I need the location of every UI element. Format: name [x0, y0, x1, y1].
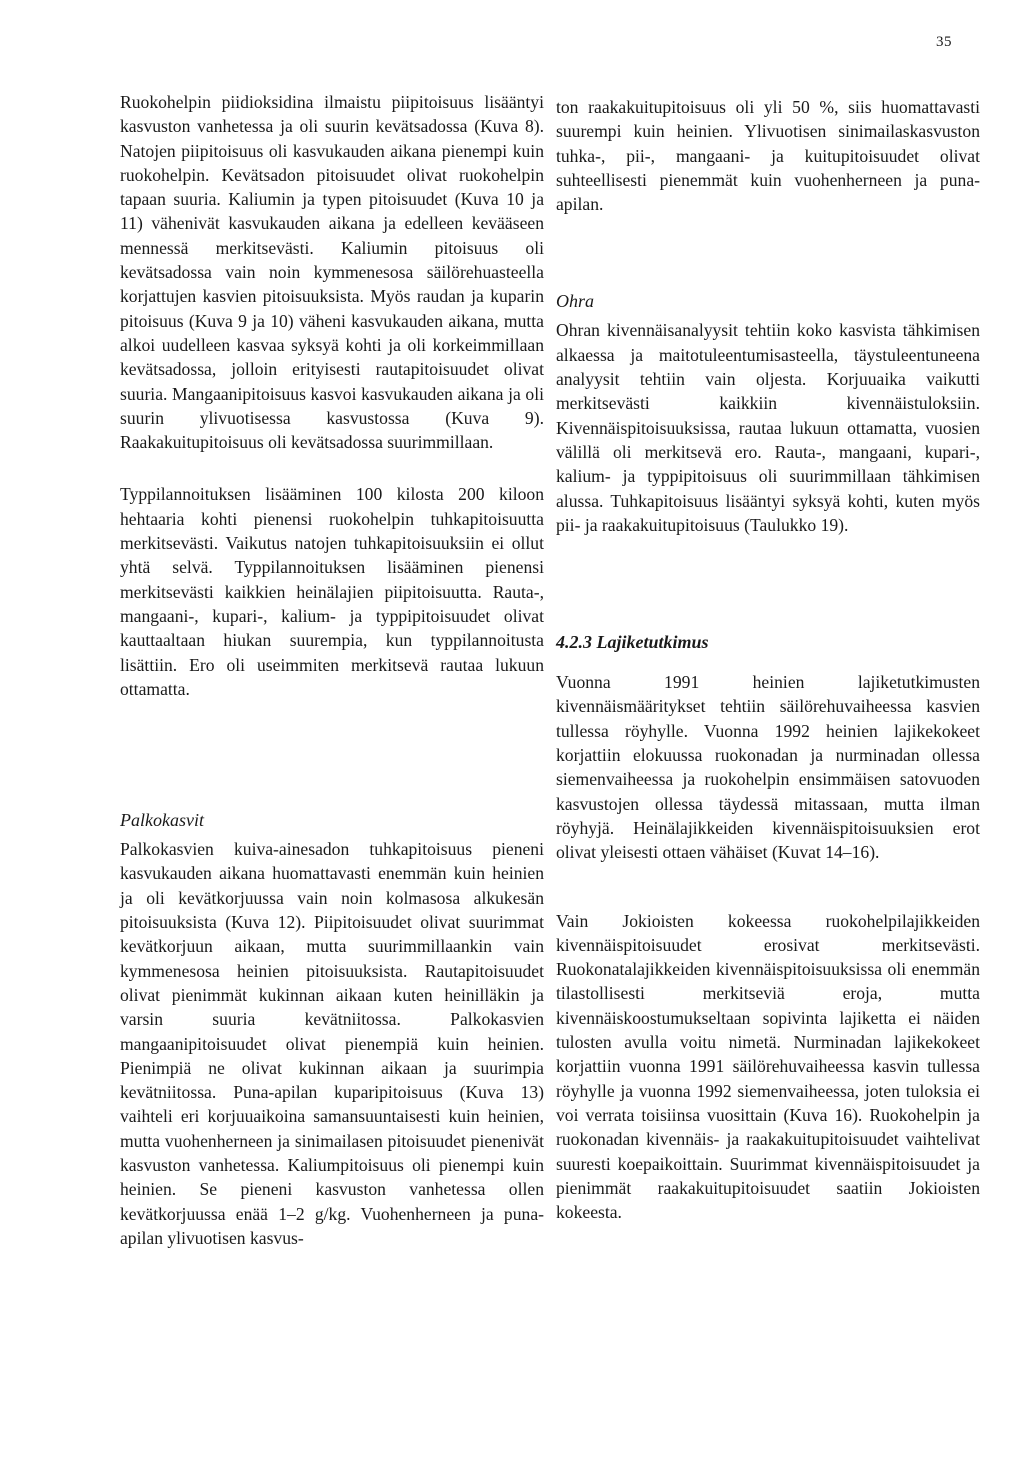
section-number: 4.2.3: [556, 632, 592, 653]
left-paragraph-2: Typpilannoituksen lisääminen 100 kilosta 200 kiloon hehtaaria kohti pienensi ruokohelpin tuhkapitoisuutta merkitsevästi. Vaikutus natojen tuhkapitoisuuksiin ei ollut yhtä selvä. Typpilannoituksen lisääminen pienensi merkitsevästi kaikkien heinälajien piipitoisuutta. Rauta-, mangaani-, kupari-, kalium- ja typpipitoisuudet olivat kauttaaltaan hiukan suurempia, kun typpilannoitusta lisättiin. Ero oli useimmiten merkitsevä rautaa lukuun ottamatta.: [120, 484, 544, 699]
left-paragraph-3: Palkokasvien kuiva-ainesadon tuhkapitoisuus pieneni kasvukauden aikana huomattavasti enemmän kuin heinien ja oli kevätkorjuussa vain noin kolmasosa alkukesän pitoisuuksista (Kuva 12). Piipitoisuudet olivat suurimmat kevätkorjuun aikaan, mutta suurimmillaankin vain kymmenesosa heinien pitoisuuksista. Rautapitoisuudet olivat pienimmät kukinnan aikaan kuten heinilläkin ja varsin suuria kevätniitossa. Palkokasvien mangaanipitoisuudet olivat pienempiä kuin heinien. Pienimpiä ne olivat kukinnan aikaan ja suurimpia kevätniitossa. Puna-apilan kuparipitoisuus (Kuva 13) vaihteli eri korjuuaikoina samansuuntaisesti kuin heinien, mutta vuohenherneen ja sinimailasen pitoisuudet pienenivät kasvuston vanhetessa. Kaliumpitoisuus oli pienempi kuin heinien. Se pieneni kasvuston vanhetessa ollen kevätkorjuussa enää 1–2 g/kg. Vuohenherneen ja puna-apilan ylivuotisen kasvus-: [120, 839, 544, 1248]
left-paragraph-1: Ruokohelpin piidioksidina ilmaistu piipitoisuus lisääntyi kasvuston vanhetessa ja oli suurin kevätsadossa (Kuva 8). Natojen piipitoisuus oli kasvukauden aikana pienempi kuin ruokohelpin. Kevätsadon pitoisuudet olivat ruokohelpin tapaan suuria. Kaliumin ja typen pitoisuudet (Kuva 10 ja 11) vähenivät kasvukauden aikana ja edelleen kevääseen mennessä merkitsevästi. Kaliumin pitoisuus oli kevätsadossa vain noin kymmenesosa säilörehuasteella korjattujen kasvien pitoisuuksista. Myös raudan ja kuparin pitoisuus (Kuva 9 ja 10) väheni kasvukauden aikana, mutta alkoi uudelleen kasvaa syksyä kohti ja oli korkeimmillaan kevätsadossa, jolloin erityisesti rautapitoisuudet olivat suuria. Mangaanipitoisuus kasvoi kasvukauden aikana ja oli suurin ylivuotisessa kasvustossa (Kuva 9). Raakakuitupitoisuus oli kevätsadossa suurimmillaan.: [120, 92, 544, 453]
heading-ohra: Ohra: [556, 291, 595, 312]
left-column: [120, 90, 544, 1250]
right-paragraph-4: Vain Jokioisten kokeessa ruokohelpilajikkeiden kivennäispitoisuudet erosivat merkitsevästi. Ruokonatalajikkeiden kivennäispitoisuuksissa oli enemmän tilastollisesti merkitseviä eroja, mutta kivennäiskoostumukseltaan sopivinta lajiketta ei näiden tulosten avulla voitu nimetä. Nurminadan lajikekokeet korjattiin vuonna 1991 säilörehuvaiheessa kasvin tullessa röyhylle ja vuonna 1992 siemenvaiheessa, joten tuloksia ei voi verrata toisiinsa vuosittain (Kuva 16). Ruokohelpin ja ruokonadan kivennäis- ja raakakuitupitoisuudet vaihtelivat suuresti koepaikoittain. Suurimmat kivennäispitoisuudet ja pienimmät raakakuitupitoisuudet saatiin Jokioisten kokeesta.: [556, 910, 980, 1223]
heading-lajiketutkimus: [556, 630, 980, 654]
right-paragraph-2: Ohran kivennäisanalyysit tehtiin koko kasvista tähkimisen alkaessa ja maitotuleentumisasteella, täystuleentuneena analyysit tehtiin vain oljesta. Korjuuaika vaikutti merkitsevästi kaikkiin kivennäistuloksiin. Kivennäispitoisuuksissa, rautaa lukuun ottamatta, vuosien välillä oli merkitsevä ero. Rauta-, mangaani, kupari-, kalium- ja typpipitoisuus oli suurimmillaan tähkimisen alussa. Tuhkapitoisuus lisääntyi syksyä kohti, kuten myös pii- ja raakakuitupitoisuus (Taulukko 19).: [556, 320, 980, 535]
right-paragraph-3: Vuonna 1991 heinien lajiketutkimusten kivennäismääritykset tehtiin säilörehuvaiheessa kasvien tullessa röyhylle. Vuonna 1992 heinien lajikekokeet korjattiin elokuussa ruokonadan ja nurminadan ollessa siemenvaiheessa ja ruokohelpin ensimmäisen satovuoden kasvustojen ollessa täydessä mitassaan, mutta ilman röyhyjä. Heinälajikkeiden kivennäispitoisuuksien erot olivat yleisesti ottaen vähäiset (Kuvat 14–16).: [556, 672, 980, 863]
right-column: [556, 95, 980, 1224]
right-paragraph-1: ton raakakuitupitoisuus oli yli 50 %, siis huomattavasti suurempi kuin heinien. Ylivuotisen sinimailaskasvuston tuhka-, pii-, mangaani- ja kuitupitoisuudet olivat suhteellisesti pienemmät kuin vuohenherneen ja puna-apilan.: [556, 97, 980, 215]
section-title: Lajiketutkimus: [596, 632, 709, 653]
heading-palkokasvit: Palkokasvit: [120, 810, 204, 831]
page-number: 35: [936, 34, 952, 50]
